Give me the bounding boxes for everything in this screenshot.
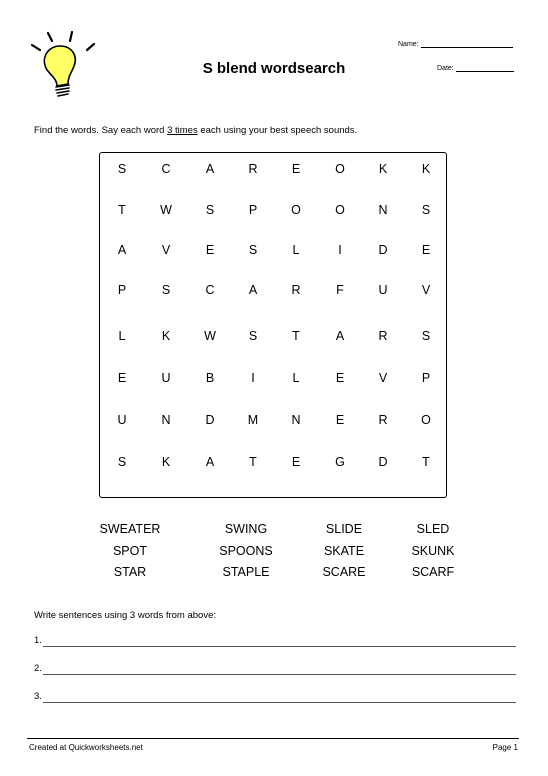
- grid-letter[interactable]: E: [291, 162, 301, 176]
- word-list-item: STAPLE: [222, 565, 270, 579]
- grid-letter[interactable]: U: [378, 283, 388, 297]
- writing-line-rule: [43, 674, 516, 675]
- writing-line-number: 2.: [34, 663, 42, 674]
- grid-letter[interactable]: S: [421, 203, 431, 217]
- instructions-text-end: each using your best speech sounds.: [197, 125, 358, 136]
- grid-letter[interactable]: E: [335, 413, 345, 427]
- word-list-item: SPOONS: [219, 544, 273, 558]
- footer-credit: Created at Quickworksheets.net: [29, 743, 143, 752]
- writing-line-rule: [43, 646, 516, 647]
- footer-divider: [27, 738, 519, 739]
- grid-letter[interactable]: P: [117, 283, 127, 297]
- word-list-item: SPOT: [112, 544, 148, 558]
- grid-letter[interactable]: I: [251, 371, 255, 385]
- grid-letter[interactable]: K: [161, 455, 171, 469]
- grid-letter[interactable]: M: [247, 413, 259, 427]
- grid-letter[interactable]: S: [248, 329, 258, 343]
- worksheet-title: S blend wordsearch: [202, 60, 346, 77]
- grid-letter[interactable]: F: [336, 283, 344, 297]
- grid-letter[interactable]: T: [292, 329, 300, 343]
- grid-letter[interactable]: L: [292, 371, 300, 385]
- grid-letter[interactable]: V: [421, 283, 431, 297]
- instructions-text: Find the words. Say each word: [34, 125, 168, 136]
- writing-line[interactable]: [34, 635, 516, 647]
- grid-letter[interactable]: A: [205, 455, 215, 469]
- writing-line-number: 1.: [34, 635, 42, 646]
- word-list-item: SKUNK: [411, 544, 455, 558]
- writing-line-rule: [43, 702, 516, 703]
- grid-letter[interactable]: O: [335, 162, 345, 176]
- grid-letter[interactable]: I: [338, 243, 342, 257]
- grid-letter[interactable]: B: [205, 371, 215, 385]
- grid-letter[interactable]: C: [205, 283, 215, 297]
- word-list-item: SCARE: [322, 565, 366, 579]
- grid-letter[interactable]: D: [205, 413, 215, 427]
- grid-letter[interactable]: E: [335, 371, 345, 385]
- grid-letter[interactable]: E: [291, 455, 301, 469]
- date-label: Date:: [437, 65, 454, 72]
- grid-letter[interactable]: T: [118, 203, 126, 217]
- grid-letter[interactable]: E: [205, 243, 215, 257]
- grid-letter[interactable]: T: [422, 455, 430, 469]
- grid-letter[interactable]: O: [291, 203, 301, 217]
- instructions-emphasis: 3 times: [167, 125, 198, 136]
- grid-letter[interactable]: D: [378, 243, 388, 257]
- date-field[interactable]: [437, 64, 514, 72]
- grid-letter[interactable]: S: [161, 283, 171, 297]
- grid-letter[interactable]: A: [117, 243, 127, 257]
- writing-prompt: Write sentences using 3 words from above:: [34, 610, 216, 621]
- word-list-item: SKATE: [323, 544, 365, 558]
- grid-letter[interactable]: S: [205, 203, 215, 217]
- grid-letter[interactable]: G: [335, 455, 345, 469]
- grid-letter[interactable]: A: [205, 162, 215, 176]
- grid-letter[interactable]: N: [161, 413, 171, 427]
- grid-letter[interactable]: W: [204, 329, 216, 343]
- grid-letter[interactable]: P: [248, 203, 258, 217]
- instructions: [34, 125, 357, 136]
- grid-letter[interactable]: R: [248, 162, 258, 176]
- grid-letter[interactable]: S: [117, 162, 127, 176]
- grid-letter[interactable]: U: [161, 371, 171, 385]
- grid-letter[interactable]: R: [378, 329, 388, 343]
- grid-letter[interactable]: K: [378, 162, 388, 176]
- word-list-item: STAR: [113, 565, 147, 579]
- name-field[interactable]: [398, 40, 513, 48]
- grid-letter[interactable]: U: [117, 413, 127, 427]
- grid-letter[interactable]: V: [378, 371, 388, 385]
- word-list-item: SLIDE: [325, 522, 363, 536]
- word-list-item: SWEATER: [99, 522, 161, 536]
- grid-letter[interactable]: R: [378, 413, 388, 427]
- date-line: [456, 64, 514, 72]
- grid-letter[interactable]: S: [248, 243, 258, 257]
- grid-letter[interactable]: N: [291, 413, 301, 427]
- grid-letter[interactable]: E: [117, 371, 127, 385]
- grid-letter[interactable]: O: [335, 203, 345, 217]
- word-list-item: SCARF: [411, 565, 455, 579]
- grid-letter[interactable]: L: [292, 243, 300, 257]
- writing-line[interactable]: [34, 691, 516, 703]
- grid-letter[interactable]: S: [421, 329, 431, 343]
- grid-letter[interactable]: E: [421, 243, 431, 257]
- footer-page-number: Page 1: [492, 743, 518, 752]
- grid-letter[interactable]: K: [421, 162, 431, 176]
- grid-letter[interactable]: N: [378, 203, 388, 217]
- grid-letter[interactable]: O: [421, 413, 431, 427]
- name-label: Name:: [398, 41, 419, 48]
- grid-letter[interactable]: W: [160, 203, 172, 217]
- grid-letter[interactable]: V: [161, 243, 171, 257]
- writing-line[interactable]: [34, 663, 516, 675]
- grid-letter[interactable]: P: [421, 371, 431, 385]
- grid-letter[interactable]: L: [118, 329, 126, 343]
- grid-letter[interactable]: R: [291, 283, 301, 297]
- grid-letter[interactable]: T: [249, 455, 257, 469]
- writing-line-number: 3.: [34, 691, 42, 702]
- grid-letter[interactable]: K: [161, 329, 171, 343]
- grid-letter[interactable]: C: [161, 162, 171, 176]
- grid-letter[interactable]: S: [117, 455, 127, 469]
- grid-letter[interactable]: A: [335, 329, 345, 343]
- grid-letter[interactable]: A: [248, 283, 258, 297]
- word-list-item: SLED: [416, 522, 450, 536]
- name-line: [421, 40, 513, 48]
- word-list-item: SWING: [224, 522, 268, 536]
- wordsearch-grid: [99, 152, 447, 498]
- grid-letter[interactable]: D: [378, 455, 388, 469]
